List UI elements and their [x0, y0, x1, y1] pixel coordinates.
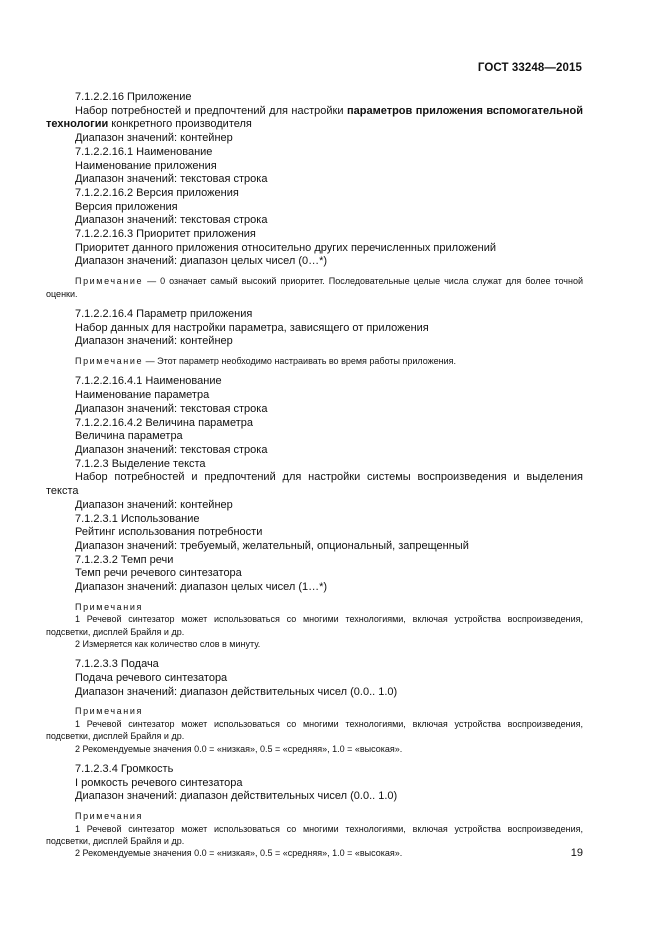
section-heading: 7.1.2.3.2 Темп речи — [75, 553, 174, 566]
note — [46, 275, 583, 300]
paragraph: Версия приложения — [75, 200, 178, 213]
notes-heading: Примечания — [75, 811, 143, 822]
note-label: Примечание — [75, 356, 144, 367]
section-heading: 7.1.2.3 Выделение текста — [75, 457, 206, 470]
paragraph-text: Набор потребностей и предпочтений для настройки — [75, 104, 347, 117]
document-body — [46, 91, 583, 860]
note-item: 1 Речевой синтезатор может использоваться со многими технологиями, включая устройства воспроизведения, подсветки, дисплей Брайля и др. — [46, 718, 583, 742]
value-range: Диапазон значений: диапазон действительных чисел (0.0.. 1.0) — [75, 790, 398, 803]
note-item: 1 Речевой синтезатор может использоваться со многими технологиями, включая устройства воспроизведения, подсветки, дисплей Брайля и др. — [46, 614, 583, 637]
note-text: — Этот параметр необходимо настраивать во время работы приложения. — [143, 356, 457, 367]
document-code-header: ГОСТ 33248—2015 — [477, 62, 582, 74]
value-range: Диапазон значений: текстовая строка — [75, 443, 268, 456]
section-heading: 7.1.2.2.16 Приложение — [75, 91, 192, 103]
paragraph: Рейтинг использования потребности — [75, 526, 263, 539]
paragraph: Наименование параметра — [75, 389, 210, 402]
note-item: 2 Рекомендуемые значения 0.0 = «низкая», 0.5 = «средняя», 1.0 = «высокая». — [75, 848, 403, 859]
section-heading: 7.1.2.2.16.4.2 Величина параметра — [75, 416, 254, 429]
value-range: Диапазон значений: контейнер — [75, 132, 233, 145]
paragraph: Набор данных для настройки параметра, зависящего от приложения — [75, 321, 429, 334]
value-range: Диапазон значений: контейнер — [75, 498, 233, 511]
paragraph: Приоритет данного приложения относительно других перечисленных приложений — [75, 241, 497, 254]
value-range: Диапазон значений: текстовая строка — [75, 173, 268, 186]
section-heading: 7.1.2.2.16.2 Версия приложения — [75, 186, 239, 199]
value-range: Диапазон значений: диапазон действительных чисел (0.0.. 1.0) — [75, 685, 398, 698]
paragraph: Величина параметра — [75, 430, 183, 443]
value-range: Диапазон значений: требуемый, желательный, опциональный, запрещенный — [75, 539, 469, 552]
notes-heading: Примечания — [75, 601, 143, 612]
paragraph — [46, 105, 583, 132]
bold-term: параметров приложения вспомогательной технологии — [46, 104, 583, 131]
note-label: Примечание — [75, 276, 144, 287]
notes-heading: Примечания — [75, 706, 143, 717]
paragraph: Темп речи речевого синтезатора — [75, 567, 242, 580]
section-heading: 7.1.2.3.4 Громкость — [75, 763, 174, 776]
paragraph: I ромкость речевого синтезатора — [75, 776, 243, 789]
section-heading: 7.1.2.3.3 Подача — [75, 658, 159, 671]
section-heading: 7.1.2.2.16.3 Приоритет приложения — [75, 228, 256, 241]
section-heading: 7.1.2.2.16.1 Наименование — [75, 145, 213, 158]
paragraph: Наименование приложения — [75, 159, 217, 172]
note-text: — 0 означает самый высокий приоритет. Последовательные целые числа служат для более точной оценки. — [46, 276, 583, 299]
page-number: 19 — [570, 847, 583, 859]
value-range: Диапазон значений: диапазон целых чисел (1…*) — [75, 581, 328, 594]
paragraph-text: конкретного производителя — [108, 118, 252, 131]
value-range: Диапазон значений: контейнер — [75, 335, 233, 348]
note — [46, 355, 583, 367]
paragraph: Подача речевого синтезатора — [75, 672, 228, 685]
value-range: Диапазон значений: текстовая строка — [75, 214, 268, 227]
note-item: 1 Речевой синтезатор может использоваться со многими технологиями, включая устройства воспроизведения, подсветки, дисплей Брайля и др. — [46, 823, 583, 846]
note-item: 2 Измеряется как количество слов в минуту. — [75, 638, 261, 649]
section-heading: 7.1.2.2.16.4.1 Наименование — [75, 375, 222, 388]
section-heading: 7.1.2.2.16.4 Параметр приложения — [75, 307, 253, 320]
note-item: 2 Рекомендуемые значения 0.0 = «низкая», 0.5 = «средняя», 1.0 = «высокая». — [75, 743, 403, 754]
paragraph: Набор потребностей и предпочтений для настройки системы воспроизведения и выделения текста — [46, 471, 583, 498]
value-range: Диапазон значений: диапазон целых чисел (0…*) — [75, 255, 328, 268]
section-heading: 7.1.2.3.1 Использование — [75, 512, 200, 525]
value-range: Диапазон значений: текстовая строка — [75, 402, 268, 415]
